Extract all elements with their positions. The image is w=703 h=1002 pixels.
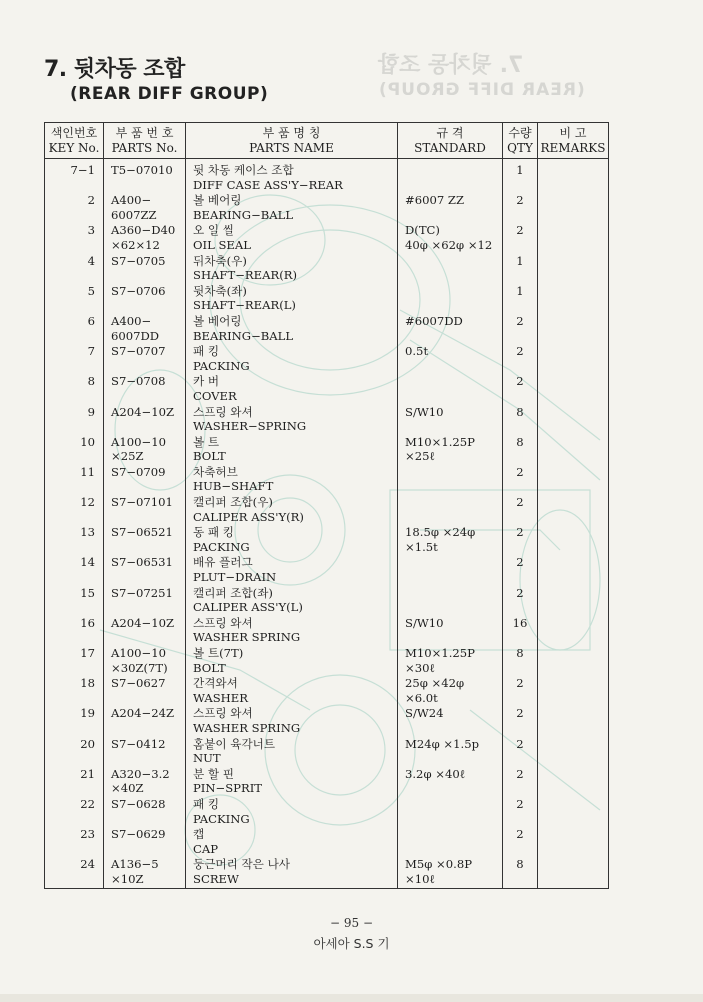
key-number: 12 (45, 494, 104, 524)
parts-name: 스프링 와셔 WASHER SPRING (186, 705, 398, 735)
parts-number: S7−0708 (104, 373, 186, 403)
parts-name: 둥근머리 작은 나사 SCREW (186, 856, 398, 889)
header-standard: 규 격 STANDARD (398, 123, 503, 159)
table-row (45, 796, 609, 826)
header-qty: 수량 QTY (503, 123, 538, 159)
key-number: 16 (45, 615, 104, 645)
remarks (538, 856, 609, 889)
parts-name: 패 킹 PACKING (186, 343, 398, 373)
remarks (538, 253, 609, 283)
quantity: 16 (503, 615, 538, 645)
standard: 0.5t (398, 343, 503, 373)
quantity: 2 (503, 494, 538, 524)
standard (398, 585, 503, 615)
key-number: 7−1 (45, 159, 104, 193)
standard (398, 464, 503, 494)
parts-name: 카 버 COVER (186, 373, 398, 403)
table-row (45, 222, 609, 252)
key-number: 10 (45, 434, 104, 464)
key-number: 18 (45, 675, 104, 705)
remarks (538, 159, 609, 193)
parts-number: T5−07010 (104, 159, 186, 193)
remarks (538, 343, 609, 373)
remarks (538, 736, 609, 766)
key-number: 15 (45, 585, 104, 615)
parts-name: 동 패 킹 PACKING (186, 524, 398, 554)
table-row (45, 615, 609, 645)
parts-number: A400− 6007ZZ (104, 192, 186, 222)
standard (398, 494, 503, 524)
standard: M10×1.25P ×25ℓ (398, 434, 503, 464)
parts-name: 캘리퍼 조합(우) CALIPER ASS'Y(R) (186, 494, 398, 524)
quantity: 2 (503, 826, 538, 856)
quantity: 2 (503, 192, 538, 222)
key-number: 24 (45, 856, 104, 889)
parts-number: S7−0709 (104, 464, 186, 494)
quantity: 8 (503, 404, 538, 434)
remarks (538, 675, 609, 705)
remarks (538, 645, 609, 675)
standard: #6007 ZZ (398, 192, 503, 222)
quantity: 1 (503, 253, 538, 283)
remarks (538, 373, 609, 403)
remarks (538, 464, 609, 494)
header-key: 색인번호 KEY No. (45, 123, 104, 159)
standard (398, 554, 503, 584)
parts-number: A320−3.2 ×40Z (104, 766, 186, 796)
standard: 3.2φ ×40ℓ (398, 766, 503, 796)
remarks (538, 585, 609, 615)
key-number: 23 (45, 826, 104, 856)
parts-name: 오 일 씰 OIL SEAL (186, 222, 398, 252)
quantity: 2 (503, 736, 538, 766)
table-row (45, 192, 609, 222)
parts-name: 배유 플러그 PLUT−DRAIN (186, 554, 398, 584)
standard: S/W24 (398, 705, 503, 735)
quantity: 2 (503, 524, 538, 554)
standard: M24φ ×1.5p (398, 736, 503, 766)
parts-name: 뒤차축(우) SHAFT−REAR(R) (186, 253, 398, 283)
standard: D(TC) 40φ ×62φ ×12 (398, 222, 503, 252)
parts-number: A100−10 ×25Z (104, 434, 186, 464)
remarks (538, 434, 609, 464)
page-number: − 95 − (329, 916, 373, 930)
table-row (45, 283, 609, 313)
key-number: 9 (45, 404, 104, 434)
key-number: 22 (45, 796, 104, 826)
table-row (45, 585, 609, 615)
parts-number: S7−06531 (104, 554, 186, 584)
header-parts-no: 부 품 번 호 PARTS No. (104, 123, 186, 159)
key-number: 5 (45, 283, 104, 313)
remarks (538, 766, 609, 796)
quantity: 1 (503, 283, 538, 313)
company-name: 아세아 S.S 기 (313, 936, 390, 951)
table-row (45, 554, 609, 584)
parts-number: S7−0628 (104, 796, 186, 826)
table-row (45, 343, 609, 373)
standard: 18.5φ ×24φ ×1.5t (398, 524, 503, 554)
key-number: 4 (45, 253, 104, 283)
parts-name: 간격와셔 WASHER (186, 675, 398, 705)
remarks (538, 404, 609, 434)
quantity: 2 (503, 313, 538, 343)
parts-number: S7−0412 (104, 736, 186, 766)
standard (398, 796, 503, 826)
quantity: 8 (503, 434, 538, 464)
quantity: 2 (503, 373, 538, 403)
remarks (538, 524, 609, 554)
key-number: 20 (45, 736, 104, 766)
parts-name: 볼 트 BOLT (186, 434, 398, 464)
parts-name: 볼 베어링 BEARING−BALL (186, 192, 398, 222)
parts-number: A400− 6007DD (104, 313, 186, 343)
quantity: 2 (503, 796, 538, 826)
table-row (45, 434, 609, 464)
table-row (45, 313, 609, 343)
parts-name: 스프링 와셔 WASHER−SPRING (186, 404, 398, 434)
quantity: 2 (503, 705, 538, 735)
key-number: 21 (45, 766, 104, 796)
quantity: 2 (503, 343, 538, 373)
quantity: 8 (503, 645, 538, 675)
quantity: 2 (503, 766, 538, 796)
parts-number: S7−0627 (104, 675, 186, 705)
table-row (45, 826, 609, 856)
key-number: 14 (45, 554, 104, 584)
table-row (45, 464, 609, 494)
parts-name: 분 할 핀 PIN−SPRIT (186, 766, 398, 796)
quantity: 2 (503, 464, 538, 494)
parts-number: A100−10 ×30Z(7T) (104, 645, 186, 675)
remarks (538, 313, 609, 343)
parts-number: A204−10Z (104, 404, 186, 434)
parts-number: S7−0706 (104, 283, 186, 313)
parts-name: 뒷차축(좌) SHAFT−REAR(L) (186, 283, 398, 313)
standard: S/W10 (398, 615, 503, 645)
standard (398, 253, 503, 283)
remarks (538, 494, 609, 524)
remarks (538, 222, 609, 252)
key-number: 3 (45, 222, 104, 252)
table-row (45, 766, 609, 796)
parts-number: S7−0629 (104, 826, 186, 856)
table-row (45, 404, 609, 434)
key-number: 19 (45, 705, 104, 735)
table-row (45, 705, 609, 735)
parts-name: 볼 베어링 BEARING−BALL (186, 313, 398, 343)
remarks (538, 796, 609, 826)
quantity: 2 (503, 675, 538, 705)
parts-name: 홈붙이 육각너트 NUT (186, 736, 398, 766)
parts-number: S7−07101 (104, 494, 186, 524)
key-number: 8 (45, 373, 104, 403)
parts-number: S7−0707 (104, 343, 186, 373)
standard: 25φ ×42φ ×6.0t (398, 675, 503, 705)
table-row (45, 373, 609, 403)
header-remarks: 비 고 REMARKS (538, 123, 609, 159)
header-parts-name: 부 품 명 칭 PARTS NAME (186, 123, 398, 159)
key-number: 11 (45, 464, 104, 494)
standard: M5φ ×0.8P ×10ℓ (398, 856, 503, 889)
standard: S/W10 (398, 404, 503, 434)
table-row (45, 856, 609, 889)
table-row (45, 524, 609, 554)
parts-number: A360−D40 ×62×12 (104, 222, 186, 252)
parts-number: S7−0705 (104, 253, 186, 283)
parts-number: A204−24Z (104, 705, 186, 735)
remarks (538, 826, 609, 856)
page-edge (0, 994, 703, 1002)
table-row (45, 494, 609, 524)
quantity: 1 (503, 159, 538, 193)
standard (398, 826, 503, 856)
table-row (45, 736, 609, 766)
remarks (538, 615, 609, 645)
standard (398, 373, 503, 403)
remarks (538, 705, 609, 735)
key-number: 7 (45, 343, 104, 373)
table-row (45, 645, 609, 675)
parts-name: 캘리퍼 조합(좌) CALIPER ASS'Y(L) (186, 585, 398, 615)
standard (398, 283, 503, 313)
parts-table (44, 122, 609, 889)
quantity: 2 (503, 222, 538, 252)
parts-name: 패 킹 PACKING (186, 796, 398, 826)
standard: #6007DD (398, 313, 503, 343)
parts-name: 볼 트(7T) BOLT (186, 645, 398, 675)
key-number: 2 (45, 192, 104, 222)
table-row (45, 253, 609, 283)
quantity: 2 (503, 554, 538, 584)
table-row (45, 159, 609, 193)
remarks (538, 283, 609, 313)
quantity: 2 (503, 585, 538, 615)
table-header-row (45, 123, 609, 159)
section-subtitle: (REAR DIFF GROUP) (70, 84, 269, 104)
parts-name: 스프링 와셔 WASHER SPRING (186, 615, 398, 645)
remarks (538, 192, 609, 222)
parts-number: S7−06521 (104, 524, 186, 554)
parts-name: 캡 CAP (186, 826, 398, 856)
table-row (45, 675, 609, 705)
section-title: 7. 뒷차동 조합 (44, 57, 185, 82)
parts-name: 뒷 차동 케이스 조합 DIFF CASE ASS'Y−REAR (186, 159, 398, 193)
parts-number: S7−07251 (104, 585, 186, 615)
key-number: 17 (45, 645, 104, 675)
standard: M10×1.25P ×30ℓ (398, 645, 503, 675)
quantity: 8 (503, 856, 538, 889)
parts-number: A204−10Z (104, 615, 186, 645)
remarks (538, 554, 609, 584)
standard (398, 159, 503, 193)
bleed-through-text: 7. 뒷차동 조합 (REAR DIFF GROUP) (378, 53, 585, 100)
key-number: 6 (45, 313, 104, 343)
parts-name: 차축허브 HUB−SHAFT (186, 464, 398, 494)
parts-number: A136−5 ×10Z (104, 856, 186, 889)
key-number: 13 (45, 524, 104, 554)
